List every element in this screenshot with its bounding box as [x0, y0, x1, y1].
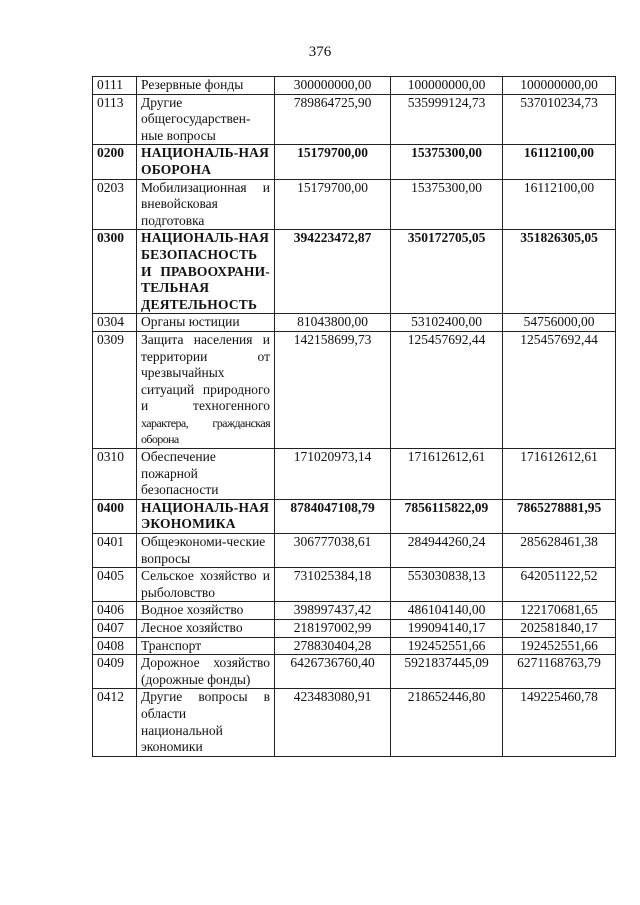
- row-value-2: 53102400,00: [391, 314, 503, 332]
- row-code: 0200: [93, 145, 137, 179]
- row-name-tail: характера, гражданская оборона: [141, 415, 270, 447]
- row-code: 0304: [93, 314, 137, 332]
- table-row: [93, 179, 616, 230]
- row-name: НАЦИОНАЛЬ-НАЯ ОБОРОНА: [137, 145, 275, 179]
- row-code: 0405: [93, 568, 137, 602]
- row-value-1: 278830404,28: [275, 637, 391, 655]
- row-value-3: 537010234,73: [503, 94, 616, 145]
- row-value-3: 192452551,66: [503, 637, 616, 655]
- row-value-2: 15375300,00: [391, 179, 503, 230]
- row-value-3: 6271168763,79: [503, 655, 616, 689]
- row-value-2: 192452551,66: [391, 637, 503, 655]
- budget-table: [92, 76, 616, 757]
- row-name: Лесное хозяйство: [137, 620, 275, 638]
- table-row: [93, 620, 616, 638]
- row-code: 0300: [93, 230, 137, 314]
- row-name: Органы юстиции: [137, 314, 275, 332]
- table-row: [93, 568, 616, 602]
- table-row: [93, 314, 616, 332]
- row-value-2: 171612612,61: [391, 449, 503, 500]
- table-row: [93, 449, 616, 500]
- row-value-2: 199094140,17: [391, 620, 503, 638]
- table-row: [93, 534, 616, 568]
- row-name: Водное хозяйство: [137, 602, 275, 620]
- row-value-2: 100000000,00: [391, 77, 503, 95]
- row-code: 0113: [93, 94, 137, 145]
- row-value-1: 789864725,90: [275, 94, 391, 145]
- table-row: [93, 689, 616, 756]
- table-row: [93, 77, 616, 95]
- row-name: Общеэкономи-ческие вопросы: [137, 534, 275, 568]
- row-value-1: 731025384,18: [275, 568, 391, 602]
- table-row: [93, 94, 616, 145]
- row-value-3: 149225460,78: [503, 689, 616, 756]
- row-code: 0407: [93, 620, 137, 638]
- row-value-3: 642051122,52: [503, 568, 616, 602]
- row-value-3: 171612612,61: [503, 449, 616, 500]
- table-row: [93, 331, 616, 448]
- row-name: Защита населения и территории от чрезвычайных ситуаций природного и техногенного: [141, 331, 270, 414]
- row-value-1: 15179700,00: [275, 179, 391, 230]
- row-value-1: 300000000,00: [275, 77, 391, 95]
- table-row: [93, 637, 616, 655]
- row-value-3: 7865278881,95: [503, 499, 616, 533]
- row-name-cell: [137, 331, 275, 448]
- row-name: НАЦИОНАЛЬ-НАЯ БЕЗОПАСНОСТЬ И ПРАВООХРАНИ-ТЕЛЬНАЯ ДЕЯТЕЛЬНОСТЬ: [137, 230, 275, 314]
- row-code: 0309: [93, 331, 137, 448]
- row-code: 0409: [93, 655, 137, 689]
- row-value-3: 54756000,00: [503, 314, 616, 332]
- row-value-3: 125457692,44: [503, 331, 616, 448]
- row-value-3: 202581840,17: [503, 620, 616, 638]
- row-value-1: 398997437,42: [275, 602, 391, 620]
- row-value-3: 122170681,65: [503, 602, 616, 620]
- row-name: Транспорт: [137, 637, 275, 655]
- row-value-1: 394223472,87: [275, 230, 391, 314]
- row-name: Мобилизационная и вневойсковая подготовка: [137, 179, 275, 230]
- row-value-1: 8784047108,79: [275, 499, 391, 533]
- row-name: Резервные фонды: [137, 77, 275, 95]
- row-value-2: 535999124,73: [391, 94, 503, 145]
- row-value-2: 125457692,44: [391, 331, 503, 448]
- row-code: 0408: [93, 637, 137, 655]
- row-value-3: 351826305,05: [503, 230, 616, 314]
- row-value-2: 15375300,00: [391, 145, 503, 179]
- row-value-1: 81043800,00: [275, 314, 391, 332]
- table-row-section: [93, 230, 616, 314]
- row-code: 0203: [93, 179, 137, 230]
- table-row: [93, 602, 616, 620]
- row-name: Обеспечение пожарной безопасности: [137, 449, 275, 500]
- row-value-2: 284944260,24: [391, 534, 503, 568]
- row-name: Другие общегосударствен-ные вопросы: [137, 94, 275, 145]
- row-name: НАЦИОНАЛЬ-НАЯ ЭКОНОМИКА: [137, 499, 275, 533]
- row-value-1: 171020973,14: [275, 449, 391, 500]
- row-value-3: 16112100,00: [503, 145, 616, 179]
- row-code: 0310: [93, 449, 137, 500]
- row-value-2: 5921837445,09: [391, 655, 503, 689]
- row-value-3: 16112100,00: [503, 179, 616, 230]
- row-code: 0412: [93, 689, 137, 756]
- row-value-1: 218197002,99: [275, 620, 391, 638]
- row-value-1: 423483080,91: [275, 689, 391, 756]
- row-value-2: 553030838,13: [391, 568, 503, 602]
- row-value-1: 15179700,00: [275, 145, 391, 179]
- row-value-2: 7856115822,09: [391, 499, 503, 533]
- table-row-section: [93, 499, 616, 533]
- row-value-1: 6426736760,40: [275, 655, 391, 689]
- row-value-1: 142158699,73: [275, 331, 391, 448]
- row-code: 0111: [93, 77, 137, 95]
- table-row-section: [93, 145, 616, 179]
- row-value-2: 350172705,05: [391, 230, 503, 314]
- table-row: [93, 655, 616, 689]
- row-value-3: 285628461,38: [503, 534, 616, 568]
- row-value-1: 306777038,61: [275, 534, 391, 568]
- row-name: Дорожное хозяйство (дорожные фонды): [137, 655, 275, 689]
- page-number: 376: [308, 44, 332, 60]
- row-value-2: 218652446,80: [391, 689, 503, 756]
- row-code: 0401: [93, 534, 137, 568]
- row-value-2: 486104140,00: [391, 602, 503, 620]
- row-code: 0400: [93, 499, 137, 533]
- row-code: 0406: [93, 602, 137, 620]
- row-name: Сельское хозяйство и рыболовство: [137, 568, 275, 602]
- row-value-3: 100000000,00: [503, 77, 616, 95]
- row-name: Другие вопросы в области национальной экономики: [137, 689, 275, 756]
